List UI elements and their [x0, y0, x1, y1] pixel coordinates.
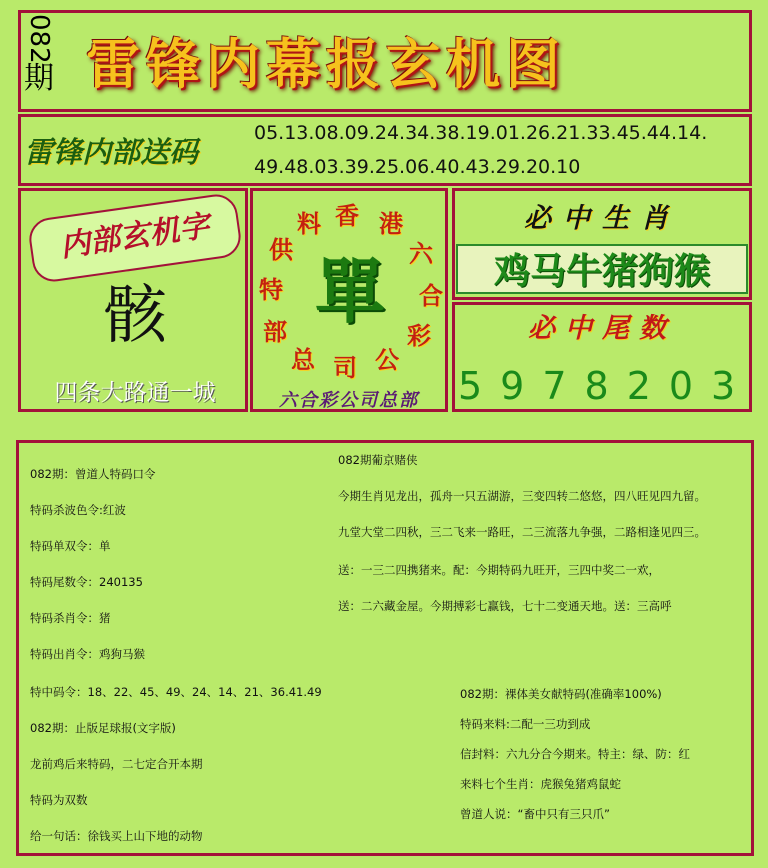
ring-char: 特 — [259, 275, 283, 304]
ring-char: 香 — [335, 201, 359, 230]
left-line: 特码杀波色令:红波 — [30, 503, 126, 517]
issue-suffix: 期 — [24, 60, 54, 96]
ring-char: 公 — [375, 345, 399, 374]
left-line: 龙前鸡后来特码，二七定合开本期 — [30, 757, 203, 771]
page-title: 雷锋内幕报玄机图 — [86, 32, 566, 96]
xuanji-label: 内部玄机字 — [27, 192, 244, 285]
ring-char: 部 — [263, 317, 287, 346]
xuanji-caption: 四条大路通一城 — [54, 380, 216, 406]
ring-char: 供 — [269, 235, 293, 264]
ring-char: 彩 — [407, 321, 431, 350]
left-line: 特码为双数 — [30, 793, 88, 807]
ring-char: 港 — [379, 209, 403, 238]
right-top-line: 送：一三二四携猪来。配：今期特码九旺开，三四中奖二一欢， — [338, 563, 660, 577]
ring-char: 司 — [333, 353, 357, 382]
right-top-title: 082期葡京赌侠 — [338, 453, 418, 467]
left-line: 082期：止版足球报(文字版) — [30, 721, 176, 735]
right-top-line: 今期生肖见龙出，孤舟一只五湖游，三变四转二悠悠，四八旺见四九留。 — [338, 489, 706, 503]
left-line: 特码出肖令：鸡狗马猴 — [30, 647, 145, 661]
left-line: 特码单双令：单 — [30, 539, 111, 553]
issue-label — [24, 14, 64, 110]
right-bottom-line: 来料七个生肖：虎猴兔猪鸡鼠蛇 — [460, 777, 621, 791]
center-footer: 六合彩公司总部 — [279, 390, 419, 411]
zodiac-label: 必中生肖 — [524, 203, 680, 234]
right-top-line: 送：二六藏金屋。今期搏彩七赢钱，七十二变通天地。送：三高呼 — [338, 599, 672, 613]
right-bottom-line: 曾道人说：“畜中只有三只爪” — [460, 807, 610, 821]
right-top-line: 九堂大堂二四秋，三二飞来一路旺，二三流落九争强，二路相逢见四三。 — [338, 525, 706, 539]
ring-char: 料 — [297, 209, 321, 238]
right-bottom-line: 信封料：六九分合今期来。特主：绿、防：红 — [460, 747, 690, 761]
ring-char: 合 — [419, 281, 443, 310]
right-bottom-line: 082期：裸体美女献特码(准确率100%) — [460, 687, 662, 701]
tail-value: 5978203 — [458, 364, 754, 408]
numbers-label: 雷锋内部送码 — [24, 135, 199, 169]
xuanji-character: 骸 — [103, 279, 167, 353]
right-bottom-line: 特码来料:二配一三功到成 — [460, 717, 591, 731]
numbers-line-1: 05.13.08.09.24.34.38.19.01.26.21.33.45.44.14. — [254, 122, 708, 144]
ring-char: 六 — [409, 239, 433, 268]
issue-number: 082 — [24, 14, 54, 64]
left-line: 特中码令：18、22、45、49、24、14、21、36.41.49 — [30, 685, 322, 699]
zodiac-value: 鸡马牛猪狗猴 — [456, 244, 748, 294]
left-line: 特码尾数令：240135 — [30, 575, 143, 589]
ring-char: 总 — [291, 345, 315, 374]
tail-label: 必中尾数 — [528, 313, 676, 344]
left-line: 082期：曾道人特码口令 — [30, 467, 156, 481]
left-line: 特码杀肖令：猪 — [30, 611, 111, 625]
left-line: 给一句话：徐钱买上山下地的动物 — [30, 829, 203, 843]
center-char: 單 — [315, 250, 385, 333]
numbers-line-2: 49.48.03.39.25.06.40.43.29.20.10 — [254, 156, 581, 178]
